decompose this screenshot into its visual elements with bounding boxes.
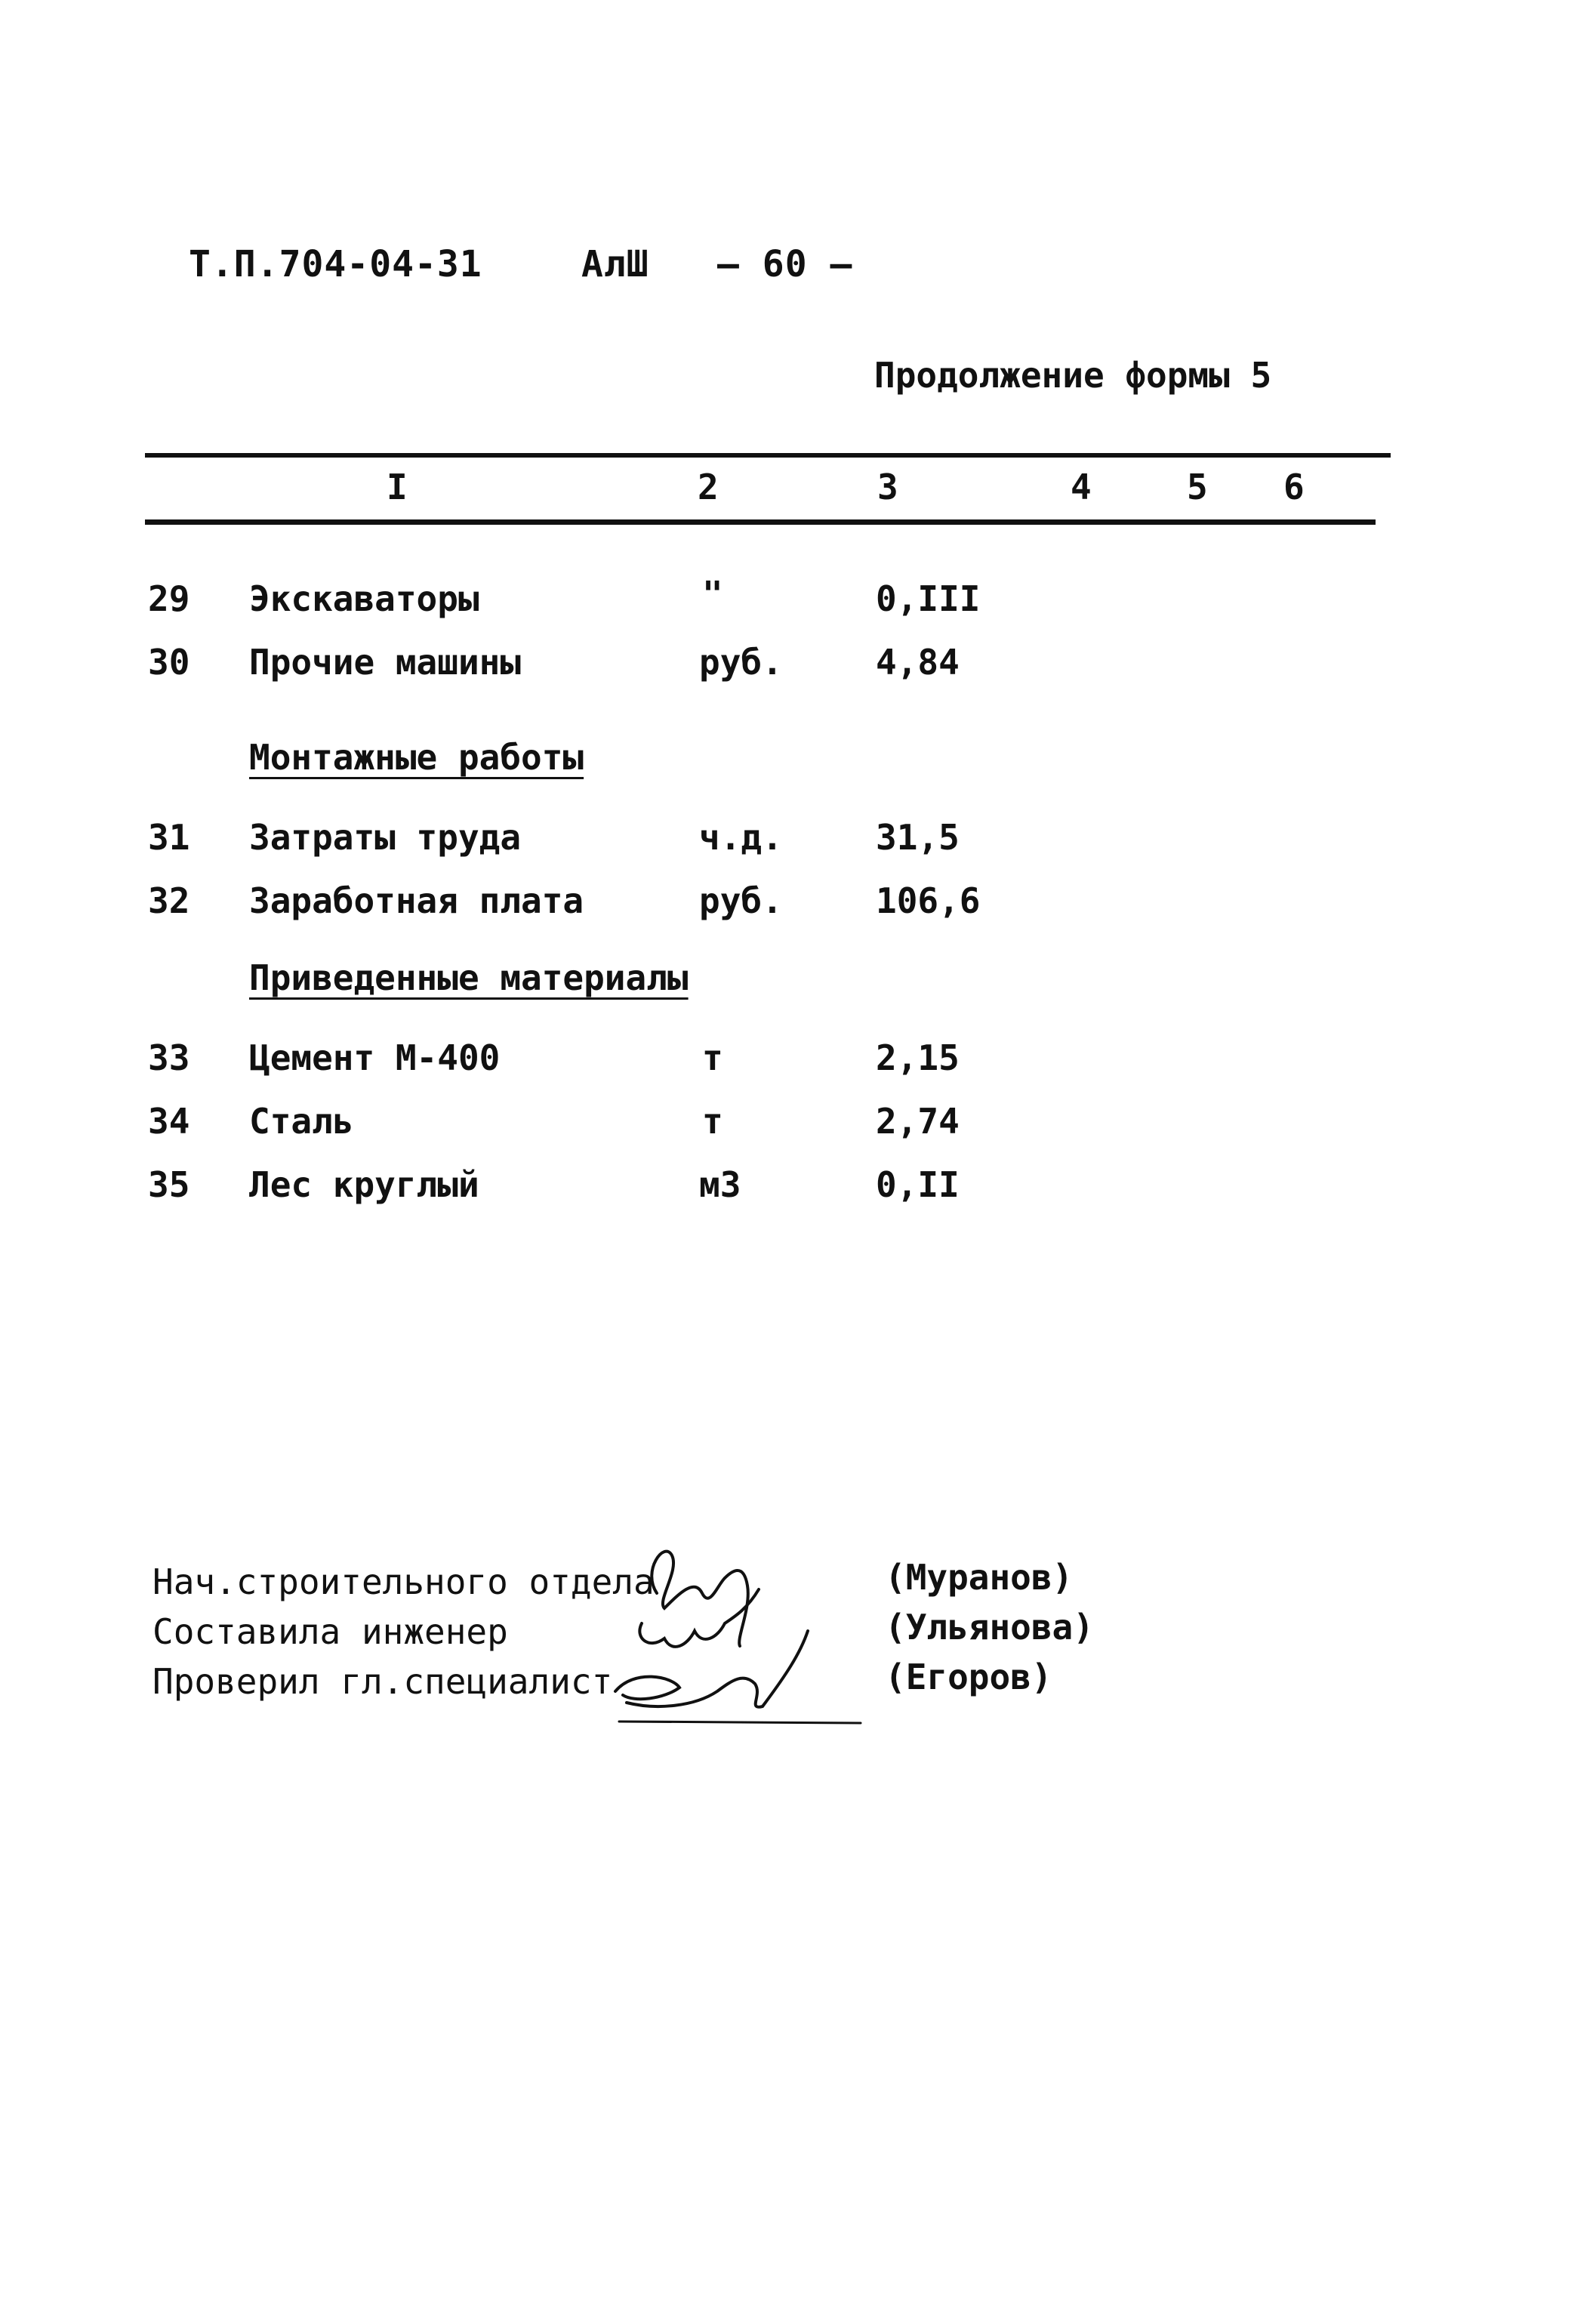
row-value: 0,III <box>876 578 981 619</box>
column-header-5: 5 <box>1187 467 1208 507</box>
row-value: 2,74 <box>876 1101 960 1142</box>
section-heading-materials: Приведенные материалы <box>249 957 689 998</box>
signature-role-2: Составила инженер <box>153 1611 508 1652</box>
row-name: Заработная плата <box>249 880 584 921</box>
signature-name-1: (Муранов) <box>885 1557 1074 1598</box>
row-unit: " <box>702 574 723 615</box>
album-code: АлШ <box>581 243 649 285</box>
continuation-caption: Продолжение формы 5 <box>874 355 1272 396</box>
row-value: 106,6 <box>876 880 981 921</box>
row-number: 35 <box>148 1164 190 1205</box>
row-name: Сталь <box>249 1101 354 1142</box>
row-name: Прочие машины <box>249 642 522 683</box>
table-header-rule <box>145 519 1376 525</box>
page-number: — 60 — <box>717 243 853 285</box>
signature-line <box>619 1722 861 1723</box>
signature-name-2: (Ульянова) <box>885 1607 1094 1648</box>
column-header-6: 6 <box>1283 467 1305 507</box>
row-number: 31 <box>148 817 190 858</box>
row-value: 31,5 <box>876 817 960 858</box>
row-unit: руб. <box>699 642 783 683</box>
row-unit: т <box>702 1037 723 1078</box>
row-number: 29 <box>148 578 190 619</box>
signature-role-1: Нач.строительного отдела <box>153 1561 655 1602</box>
row-unit: ч.д. <box>699 817 783 858</box>
column-header-3: 3 <box>877 467 898 507</box>
signature-stroke-1 <box>652 1552 725 1608</box>
section-heading-montage: Монтажные работы <box>249 737 584 778</box>
row-value: 4,84 <box>876 642 960 683</box>
column-header-4: 4 <box>1071 467 1092 507</box>
row-name: Затраты труда <box>249 817 522 858</box>
signature-role-3: Проверил гл.специалист <box>153 1661 613 1702</box>
row-name: Цемент М-400 <box>249 1037 501 1078</box>
row-number: 33 <box>148 1037 190 1078</box>
row-name: Экскаваторы <box>249 578 479 619</box>
column-header-2: 2 <box>698 467 719 507</box>
signature-name-3: (Егоров) <box>885 1657 1052 1697</box>
row-value: 0,II <box>876 1164 960 1205</box>
row-value: 2,15 <box>876 1037 960 1078</box>
row-unit: руб. <box>699 880 783 921</box>
document-code: Т.П.704-04-31 <box>189 243 482 285</box>
row-unit: т <box>702 1101 723 1142</box>
handwritten-signatures <box>612 1525 868 1737</box>
row-name: Лес круглый <box>249 1164 479 1205</box>
row-unit: м3 <box>699 1164 741 1205</box>
column-header-1: I <box>387 467 408 507</box>
row-number: 30 <box>148 642 190 683</box>
row-number: 32 <box>148 880 190 921</box>
table-top-rule <box>145 453 1391 458</box>
row-number: 34 <box>148 1101 190 1142</box>
